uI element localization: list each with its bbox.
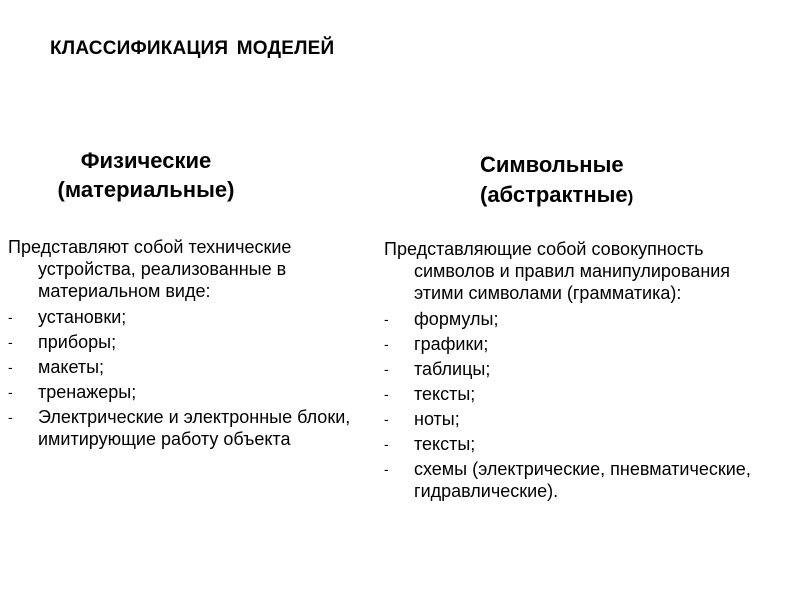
- physical-models-column: [8, 236, 368, 453]
- bullet-dash: -: [384, 436, 389, 452]
- list-item: [8, 406, 368, 450]
- bullet-dash: -: [384, 461, 389, 477]
- list-item: [384, 433, 784, 455]
- bullet-dash: -: [8, 359, 13, 375]
- bullet-dash: -: [384, 311, 389, 327]
- symbolic-items-list: [384, 308, 784, 502]
- list-item: [8, 306, 368, 328]
- list-item-text: Электрические и электронные блоки, имитирующие работу объекта: [38, 407, 351, 449]
- list-item-text: схемы (электрические, пневматические, гидравлические).: [414, 459, 751, 501]
- bullet-dash: -: [8, 384, 13, 400]
- bullet-dash: -: [384, 386, 389, 402]
- bullet-dash: -: [384, 411, 389, 427]
- list-item: [8, 331, 368, 353]
- list-item: [384, 308, 784, 330]
- list-item-text: формулы;: [414, 309, 499, 329]
- symbolic-heading-line2: [480, 180, 633, 212]
- list-item: [8, 381, 368, 403]
- list-item: [8, 356, 368, 378]
- list-item-text: графики;: [414, 334, 489, 354]
- slide-title: КЛАССИФИКАЦИЯ МОДЕЛЕЙ: [50, 38, 335, 59]
- symbolic-heading-line1: Символьные: [480, 152, 624, 177]
- physical-intro-text: Представляют собой технические устройства, реализованные в материальном виде:: [8, 237, 292, 301]
- list-item-text: установки;: [38, 307, 127, 327]
- list-item-text: тексты;: [414, 384, 476, 404]
- bullet-dash: -: [8, 309, 13, 325]
- list-item: [384, 358, 784, 380]
- list-item-text: ноты;: [414, 409, 460, 429]
- symbolic-models-heading: [480, 150, 633, 212]
- physical-items-list: [8, 306, 368, 450]
- bullet-dash: -: [384, 361, 389, 377]
- symbolic-heading-paren: ): [627, 187, 634, 206]
- symbolic-models-column: [384, 238, 784, 505]
- list-item-text: макеты;: [38, 357, 105, 377]
- list-item: [384, 383, 784, 405]
- list-item-text: тренажеры;: [38, 382, 137, 402]
- list-item-text: тексты;: [414, 434, 476, 454]
- list-item-text: приборы;: [38, 332, 117, 352]
- symbolic-heading-line2-text: (абстрактные: [480, 182, 628, 207]
- physical-models-heading: [38, 146, 254, 204]
- bullet-dash: -: [8, 334, 13, 350]
- list-item: [384, 458, 784, 502]
- list-item: [384, 408, 784, 430]
- list-item-text: таблицы;: [414, 359, 491, 379]
- physical-heading-line2: (материальные): [57, 177, 235, 202]
- physical-heading-line1: Физические: [80, 148, 212, 173]
- list-item: [384, 333, 784, 355]
- bullet-dash: -: [8, 409, 13, 425]
- bullet-dash: -: [384, 336, 389, 352]
- symbolic-intro-text: Представляющие собой совокупность символов и правил манипулирования этими символами (грамматика):: [384, 239, 731, 303]
